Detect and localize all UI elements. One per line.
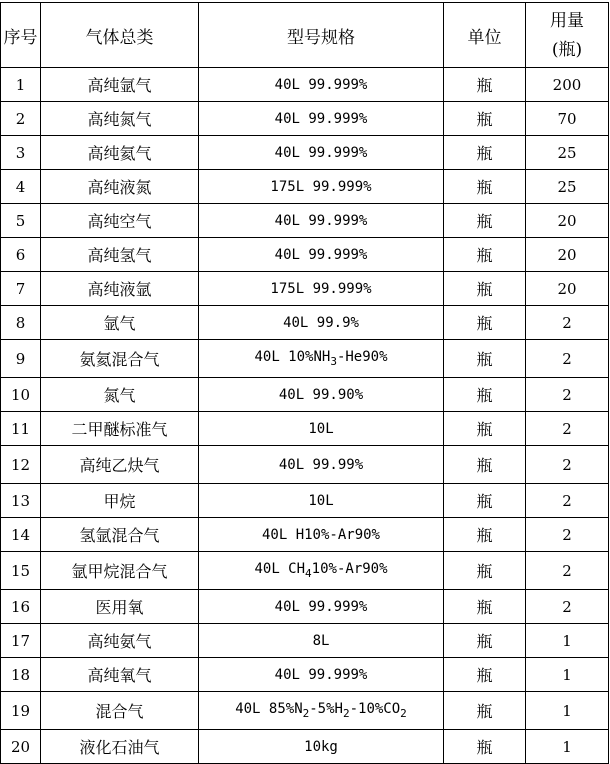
cell-seq: 8 [1,306,41,340]
cell-qty: 2 [526,412,609,446]
table-row [1,446,609,484]
cell-unit: 瓶 [444,518,526,552]
header-unit: 单位 [444,3,526,68]
table-row [1,170,609,204]
cell-qty: 25 [526,170,609,204]
spec-text: -5%H [309,701,343,718]
table-row [1,378,609,412]
cell-seq: 6 [1,238,41,272]
cell-qty: 1 [526,692,609,730]
cell-qty: 20 [526,272,609,306]
cell-gas-name: 高纯氦气 [41,136,199,170]
table-row [1,136,609,170]
table-row [1,102,609,136]
table-row [1,590,609,624]
cell-spec [199,692,444,730]
cell-gas-name: 氩气 [41,306,199,340]
cell-gas-name: 高纯氨气 [41,624,199,658]
cell-qty: 200 [526,68,609,102]
cell-qty: 2 [526,590,609,624]
spec-subscript: 3 [330,354,337,368]
cell-spec [199,552,444,590]
cell-qty: 1 [526,624,609,658]
cell-spec: 175L 99.999% [199,170,444,204]
cell-spec [199,340,444,378]
cell-seq: 4 [1,170,41,204]
cell-unit: 瓶 [444,412,526,446]
cell-gas-name: 高纯液氮 [41,170,199,204]
cell-unit: 瓶 [444,446,526,484]
cell-spec: 40L 99.999% [199,658,444,692]
cell-spec: 40L 99.999% [199,136,444,170]
cell-spec: 175L 99.999% [199,272,444,306]
spec-text: 40L 85%N [235,701,303,718]
cell-seq: 1 [1,68,41,102]
cell-gas-name: 液化石油气 [41,730,199,764]
header-qty-line1: 用量 [550,11,584,31]
cell-qty: 1 [526,730,609,764]
cell-spec: 40L 99.99% [199,446,444,484]
spec-text: 40L 10%NH [254,349,331,366]
header-spec: 型号规格 [199,3,444,68]
cell-qty: 70 [526,102,609,136]
cell-seq: 16 [1,590,41,624]
cell-seq: 18 [1,658,41,692]
cell-seq: 7 [1,272,41,306]
table-row [1,518,609,552]
cell-seq: 14 [1,518,41,552]
cell-unit: 瓶 [444,102,526,136]
cell-qty: 1 [526,658,609,692]
cell-gas-name: 甲烷 [41,484,199,518]
cell-gas-name: 高纯空气 [41,204,199,238]
table-row [1,340,609,378]
cell-seq: 3 [1,136,41,170]
cell-seq: 19 [1,692,41,730]
cell-gas-name: 高纯氧气 [41,658,199,692]
cell-unit: 瓶 [444,692,526,730]
cell-gas-name: 氢氩混合气 [41,518,199,552]
cell-spec: 10L [199,484,444,518]
cell-gas-name: 氮气 [41,378,199,412]
spec-text: -He90% [336,349,388,366]
cell-seq: 13 [1,484,41,518]
cell-spec: 40L H10%-Ar90% [199,518,444,552]
cell-seq: 15 [1,552,41,590]
spec-text: 40L CH [254,561,306,578]
table-row [1,306,609,340]
cell-unit: 瓶 [444,340,526,378]
table-row [1,484,609,518]
cell-unit: 瓶 [444,378,526,412]
cell-seq: 11 [1,412,41,446]
table-row [1,692,609,730]
cell-gas-name: 二甲醚标准气 [41,412,199,446]
cell-gas-name: 氨氦混合气 [41,340,199,378]
cell-seq: 2 [1,102,41,136]
cell-qty: 2 [526,378,609,412]
cell-spec: 10L [199,412,444,446]
cell-spec: 8L [199,624,444,658]
cell-unit: 瓶 [444,306,526,340]
cell-gas-name: 氩甲烷混合气 [41,552,199,590]
cell-qty: 25 [526,136,609,170]
cell-spec: 40L 99.999% [199,102,444,136]
cell-unit: 瓶 [444,68,526,102]
cell-spec: 40L 99.9% [199,306,444,340]
spec-text: -10%CO [349,701,401,718]
cell-unit: 瓶 [444,590,526,624]
cell-gas-name: 高纯乙炔气 [41,446,199,484]
header-row [1,3,609,68]
cell-gas-name: 高纯氢气 [41,238,199,272]
spec-subscript: 2 [302,706,310,720]
header-seq: 序号 [1,3,41,68]
cell-seq: 20 [1,730,41,764]
table-body [1,68,609,764]
cell-unit: 瓶 [444,730,526,764]
table-header [1,3,609,68]
cell-unit: 瓶 [444,272,526,306]
cell-unit: 瓶 [444,238,526,272]
table-row [1,272,609,306]
cell-unit: 瓶 [444,170,526,204]
table-row [1,658,609,692]
cell-unit: 瓶 [444,136,526,170]
cell-qty: 2 [526,518,609,552]
cell-spec: 40L 99.999% [199,238,444,272]
cell-seq: 17 [1,624,41,658]
header-category: 气体总类 [41,3,199,68]
cell-seq: 5 [1,204,41,238]
cell-gas-name: 混合气 [41,692,199,730]
cell-qty: 2 [526,446,609,484]
cell-seq: 12 [1,446,41,484]
cell-seq: 9 [1,340,41,378]
cell-unit: 瓶 [444,484,526,518]
cell-gas-name: 高纯液氩 [41,272,199,306]
cell-spec: 40L 99.90% [199,378,444,412]
cell-qty: 2 [526,484,609,518]
cell-spec: 40L 99.999% [199,204,444,238]
spec-subscript: 2 [400,706,407,720]
spec-subscript: 2 [342,706,350,720]
gas-requirements-table [0,2,609,764]
table-row [1,730,609,764]
cell-spec: 40L 99.999% [199,590,444,624]
header-qty-line2: (瓶) [551,40,583,60]
cell-qty: 20 [526,204,609,238]
spec-text: 10%-Ar90% [311,561,388,578]
cell-seq: 10 [1,378,41,412]
header-qty [526,3,609,68]
table-row [1,204,609,238]
cell-unit: 瓶 [444,624,526,658]
table-row [1,552,609,590]
cell-qty: 2 [526,340,609,378]
cell-unit: 瓶 [444,658,526,692]
cell-gas-name: 高纯氩气 [41,68,199,102]
table-row [1,68,609,102]
table-row [1,624,609,658]
table-row [1,238,609,272]
cell-gas-name: 高纯氮气 [41,102,199,136]
cell-qty: 20 [526,238,609,272]
cell-spec: 40L 99.999% [199,68,444,102]
cell-qty: 2 [526,552,609,590]
cell-gas-name: 医用氧 [41,590,199,624]
table-row [1,412,609,446]
cell-spec: 10kg [199,730,444,764]
cell-unit: 瓶 [444,552,526,590]
cell-unit: 瓶 [444,204,526,238]
cell-qty: 2 [526,306,609,340]
spec-subscript: 4 [305,566,312,580]
